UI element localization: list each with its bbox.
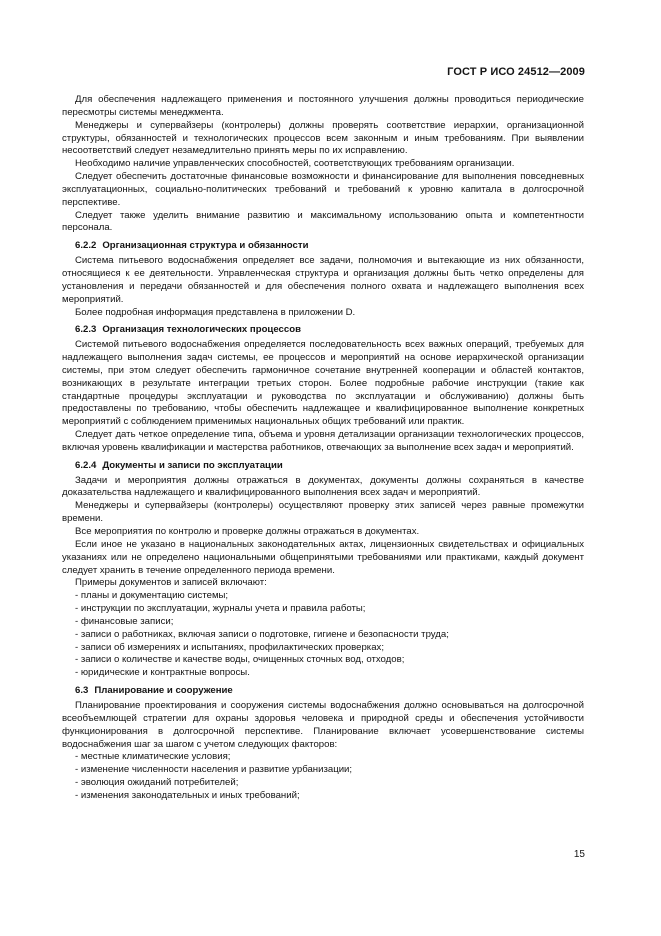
paragraph: Более подробная информация представлена в приложении D. (75, 306, 356, 318)
section-heading (62, 324, 584, 337)
list-item: - финансовые записи; (75, 615, 174, 627)
list-item: - изменения законодательных и иных требований; (75, 789, 300, 801)
paragraph: Менеджеры и супервайзеры (контролеры) должны проверять соответствие иерархии, организационной структуры, обязанностей и технологических процессов всем законным и иным требованиям. При выявлении несоответствий следует незамедлительно принять меры по их исправлению. (62, 119, 584, 157)
paragraph: Следует дать четкое определение типа, объема и уровня детализации организации технологических процессов, включая уровень квалификации и мастерства работников, отвечающих за выполнение всех задач и мероприятий. (62, 429, 584, 453)
paragraph: Планирование проектирования и сооружения системы водоснабжения должно основываться на долгосрочной всеобъемлющей стратегии для охраны здоровья человека и природной среды и обеспечения устойчивости функционирования в долгосрочной перспективе. Планирование включает усовершенствование системы водоснабжения шаг за шагом с учетом следующих факторов: (62, 699, 584, 750)
section-heading (62, 460, 584, 473)
paragraph: Для обеспечения надлежащего применения и постоянного улучшения должны проводиться периодические пересмотры системы менеджмента. (62, 94, 584, 118)
paragraph: Система питьевого водоснабжения определяет все задачи, полномочия и вытекающие из них обязанности, относящиеся к ее деятельности. Управленческая структура и организация должны быть четко определены для установления и передачи обязанностей и для обеспечения полного охвата и надлежащего выполнения всех мероприятий. (62, 255, 584, 305)
paragraph: Примеры документов и записей включают: (75, 577, 267, 589)
section-heading (62, 240, 584, 253)
paragraph: Задачи и мероприятия должны отражаться в документах, документы должны сохраняться в качестве доказательства надлежащего и квалифицированного выполнения всех задач и мероприятий. (62, 474, 584, 499)
list-item: - записи о работниках, включая записи о подготовке, гигиене и безопасности труда; (75, 628, 449, 640)
paragraph: Все мероприятия по контролю и проверке должны отражаться в документах. (75, 526, 420, 537)
section-number: 6.2.2 (75, 240, 97, 252)
list-item: - эволюция ожиданий потребителей; (75, 777, 239, 789)
list-item: - местные климатические условия; (75, 751, 231, 763)
paragraph: Следует обеспечить достаточные финансовые возможности и финансирование для выполнения повседневных эксплуатационных, социально-политических требований и требований к уровню капитала в долгосрочной перспективе. (62, 171, 584, 208)
list-item: - инструкции по эксплуатации, журналы учета и правила работы; (75, 603, 366, 615)
list-item: - изменение численности населения и развитие урбанизации; (75, 764, 353, 776)
list-item: - записи об измерениях и испытаниях, профилактических проверках; (75, 641, 385, 653)
section-number: 6.3 (75, 685, 89, 697)
section-heading (62, 685, 584, 698)
section-title: Организация технологических процессов (102, 324, 301, 336)
paragraph: Менеджеры и супервайзеры (контролеры) осуществляют проверку этих записей через равные промежутки времени. (62, 500, 584, 525)
list-item: - юридические и контрактные вопросы. (75, 667, 250, 679)
list-item: - записи о количестве и качестве воды, очищенных сточных вод, отходов; (75, 654, 405, 666)
document-standard-id: ГОСТ Р ИСО 24512—2009 (447, 66, 585, 78)
paragraph: Необходимо наличие управленческих способностей, соответствующих требованиям организации. (75, 158, 515, 170)
paragraph: Системой питьевого водоснабжения определяется последовательность всех важных операций, требуемых для надлежащего выполнения задач системы, ее процессов и мероприятий на основе иерархической организации системы, при этом следует обеспечить гармоничное сочетание внутренней кооперации и областей контактов, возникающих в результате интеграции третьих сторон. Более подробные рабочие инструкции (такие как стандартные процедуры эксплуатации и руководства по эксплуатации и обслуживанию) должны быть предоставлены по требованию, чтобы обеспечить надлежащее и квалифицированное выполнение конкретных мероприятий с соблюдением применимых национальных общих требований или практик. (62, 339, 584, 428)
section-title: Организационная структура и обязанности (102, 240, 309, 252)
section-title: Планирование и сооружение (94, 685, 233, 697)
page-number: 15 (573, 849, 585, 860)
paragraph: Следует также уделить внимание развитию и максимальному использованию опыта и компетентности персонала. (62, 209, 584, 234)
paragraph: Если иное не указано в национальных законодательных актах, лицензионных свидетельствах и официальных указаниях или не определено национальными общепринятыми требованиями или практиками, каждый документ следует хранить в течение определенного периода времени. (62, 538, 584, 576)
document-body (62, 94, 584, 803)
list-item: - планы и документацию системы; (75, 590, 229, 602)
section-title: Документы и записи по эксплуатации (102, 459, 283, 471)
section-number: 6.2.3 (75, 324, 97, 336)
section-number: 6.2.4 (75, 459, 97, 471)
